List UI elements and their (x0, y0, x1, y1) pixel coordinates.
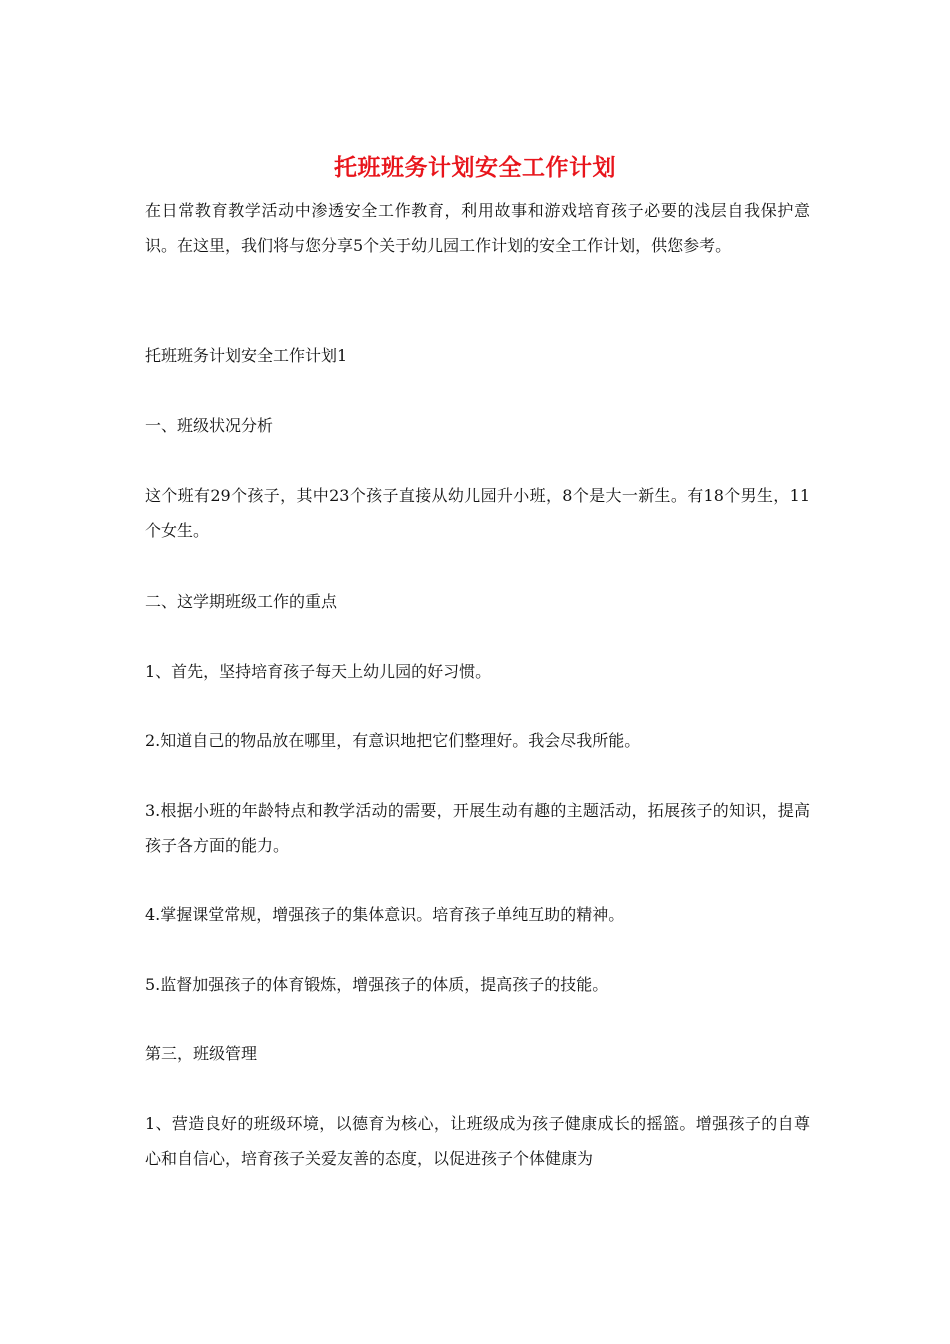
section-heading-class-analysis: 一、班级状况分析 (145, 416, 274, 435)
section-heading-plan-1: 托班班务计划安全工作计划1 (145, 346, 348, 365)
section-heading-class-management: 第三，班级管理 (145, 1044, 258, 1063)
class-management-item-1: 1、营造良好的班级环境，以德育为核心，让班级成为孩子健康成长的摇篮。增强孩子的自尊心和自信心，培育孩子关爱友善的态度，以促进孩子个体健康为 (145, 1114, 810, 1168)
intro-paragraph: 在日常教育教学活动中渗透安全工作教育，利用故事和游戏培育孩子必要的浅层自我保护意识。在这里，我们将与您分享5个关于幼儿园工作计划的安全工作计划，供您参考。 (145, 201, 810, 255)
section-heading-key-work: 二、这学期班级工作的重点 (145, 592, 338, 611)
key-work-item-3: 3.根据小班的年龄特点和教学活动的需要，开展生动有趣的主题活动，拓展孩子的知识，提高孩子各方面的能力。 (145, 801, 810, 855)
key-work-item-2: 2.知道自己的物品放在哪里，有意识地把它们整理好。我会尽我所能。 (145, 731, 641, 750)
document-title: 托班班务计划安全工作计划 (334, 154, 616, 181)
key-work-item-5: 5.监督加强孩子的体育锻炼，增强孩子的体质，提高孩子的技能。 (145, 975, 609, 994)
key-work-item-1: 1、首先，坚持培育孩子每天上幼儿园的好习惯。 (145, 662, 492, 681)
key-work-item-4: 4.掌握课堂常规，增强孩子的集体意识。培育孩子单纯互助的精神。 (145, 905, 625, 924)
class-analysis-paragraph: 这个班有29个孩子，其中23个孩子直接从幼儿园升小班，8个是大一新生。有18个男生，11个女生。 (145, 486, 810, 540)
